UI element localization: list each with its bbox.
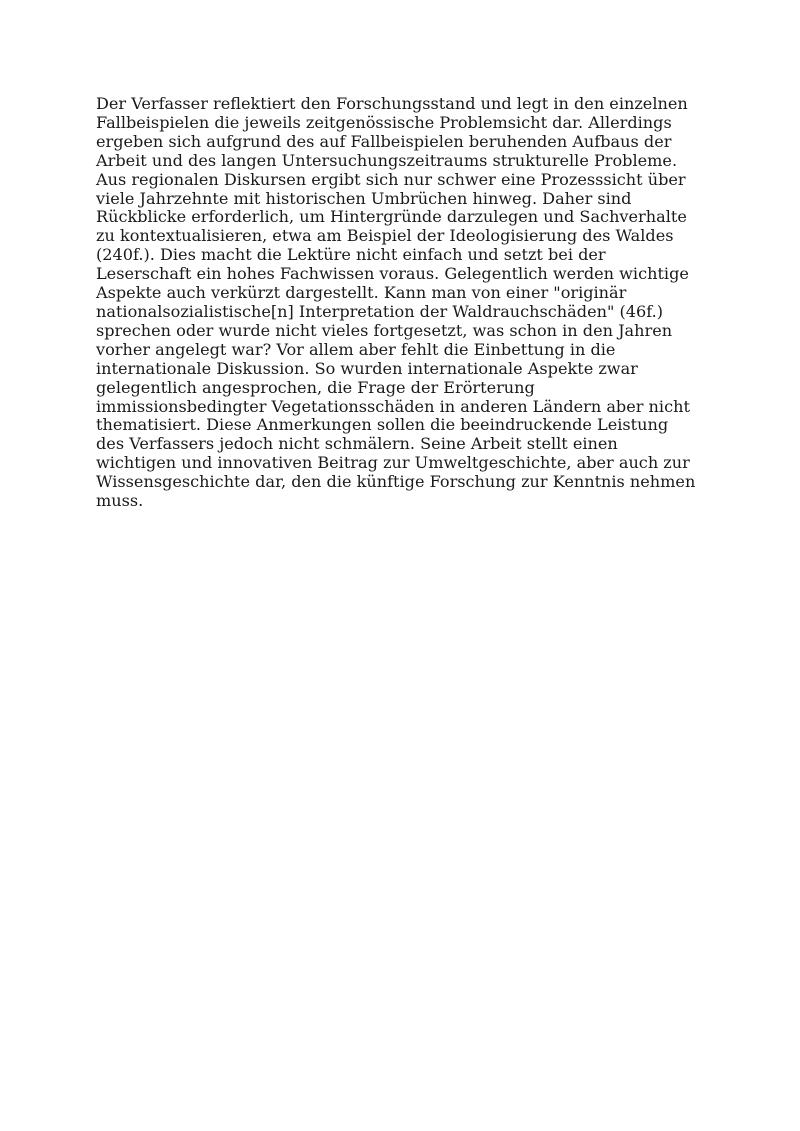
text-line: ergeben sich aufgrund des auf Fallbeispielen beruhenden Aufbaus der (96, 131, 672, 151)
text-line: Leserschaft ein hohes Fachwissen voraus. Gelegentlich werden wichtige (96, 264, 689, 284)
text-line: thematisiert. Diese Anmerkungen sollen die beeindruckende Leistung (96, 415, 669, 435)
text-line: Aspekte auch verkürzt dargestellt. Kann man von einer "originär (96, 283, 627, 303)
text-line: des Verfassers jedoch nicht schmälern. Seine Arbeit stellt einen (96, 434, 618, 454)
text-line: viele Jahrzehnte mit historischen Umbrüchen hinweg. Daher sind (96, 188, 632, 208)
text-line: Aus regionalen Diskursen ergibt sich nur schwer eine Prozesssicht über (96, 169, 686, 189)
text-line: Wissensgeschichte dar, den die künftige Forschung zur Kenntnis nehmen (96, 472, 696, 492)
text-line: internationale Diskussion. So wurden internationale Aspekte zwar (96, 358, 638, 378)
text-line: nationalsozialistische[n] Interpretation der Waldrauchschäden" (46f.) (96, 301, 664, 321)
text-line: Fallbeispielen die jeweils zeitgenössische Problemsicht dar. Allerdings (96, 112, 672, 132)
text-line: Arbeit und des langen Untersuchungszeitraums strukturelle Probleme. (96, 150, 678, 170)
text-line: wichtigen und innovativen Beitrag zur Umweltgeschichte, aber auch zur (96, 453, 690, 473)
text-line: vorher angelegt war? Vor allem aber fehlt die Einbettung in die (96, 339, 616, 359)
text-line: sprechen oder wurde nicht vieles fortgesetzt, was schon in den Jahren (96, 320, 673, 340)
text-line: (240f.). Dies macht die Lektüre nicht einfach und setzt bei der (96, 245, 606, 265)
text-line: Der Verfasser reflektiert den Forschungsstand und legt in den einzelnen (96, 94, 688, 113)
text-line: gelegentlich angesprochen, die Frage der Erörterung (96, 377, 535, 397)
text-line: immissionsbedingter Vegetationsschäden in anderen Ländern aber nicht (96, 396, 690, 416)
text-line: zu kontextualisieren, etwa am Beispiel der Ideologisierung des Waldes (96, 226, 674, 246)
text-line: muss. (96, 491, 144, 511)
text-line: Rückblicke erforderlich, um Hintergründe darzulegen und Sachverhalte (96, 207, 687, 227)
body-paragraph (96, 95, 716, 511)
